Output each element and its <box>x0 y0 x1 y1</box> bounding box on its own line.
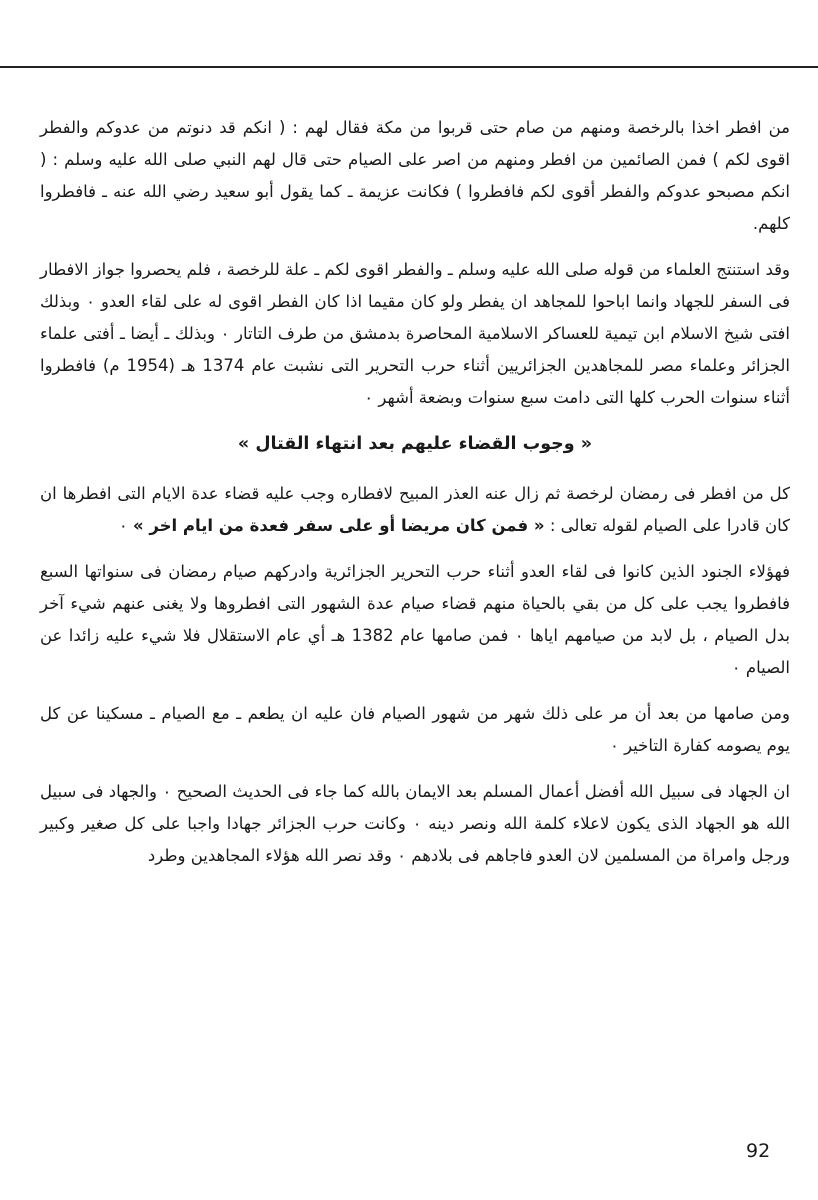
paragraph-6: ان الجهاد فى سبيل الله أفضل أعمال المسلم بعد الايمان بالله كما جاء فى الحديث الصحيح ٠ والجهاد فى سبيل الله هو الجهاد الذى يكون لاعلاء كلمة الله ونصر دينه ٠ وكانت حرب الجزائر جهادا واجبا على كل صغير وكبير ورجل وامراة من المسلمين لان العدو فاجاهم فى بلادهم ٠ وقد نصر الله هؤلاء المجاهدين وطرد <box>40 782 790 865</box>
paragraph-quran <box>40 478 790 542</box>
paragraph-2: وقد استنتج العلماء من قوله صلى الله عليه وسلم ـ والفطر اقوى لكم ـ علة للرخصة ، فلم يحصروا جواز الافطار فى السفر للجهاد وانما اباحوا للمجاهد ان يفطر ولو كان مقيما اذا كان الفطر اقوى له على لقاء العدو ٠ وبذلك افتى شيخ الاسلام ابن تيمية للعساكر الاسلامية المحاصرة بدمشق من طرف التاتار ٠ وبذلك ـ أيضا ـ أفتى علماء الجزائر وعلماء مصر للمجاهدين الجزائريين أثناء حرب التحرير التى نشبت عام 1374 هـ (1954 م) فافطروا أثناء سنوات الحرب كلها التى دامت سبع سنوات وبضعة أشهر ٠ <box>40 260 790 407</box>
page-number: 92 <box>746 1140 771 1162</box>
paragraph-quran-text: كل من افطر فى رمضان لرخصة ثم زال عنه العذر المبيح لافطاره وجب عليه قضاء عدة الايام التى افطرها ان كان قادرا على الصيام لقوله تعالى : <box>40 484 790 535</box>
paragraph-4: فهؤلاء الجنود الذين كانوا فى لقاء العدو أثناء حرب التحرير الجزائرية وادركهم صيام رمضان فى سنواتها السبع فافطروا يجب على كل من بقي بالحياة منهم قضاء صيام عدة الشهور التى افطروها ولا يغنى عنهم شيء آخر بدل الصيام ، بل لابد من صيامهم اياها ٠ فمن صامها عام 1382 هـ أي عام الاستقلال فلا شيء عليه زائدا عن الصيام ٠ <box>40 562 790 677</box>
paragraph-1: من افطر اخذا بالرخصة ومنهم من صام حتى قربوا من مكة فقال لهم : ( انكم قد دنوتم من عدوكم والفطر اقوى لكم ) فمن الصائمين من افطر ومنهم من اصر على الصيام حتى قال لهم النبي صلى الله عليه وسلم : ( انكم مصبحو عدوكم والفطر أقوى لكم فافطروا ) فكانت عزيمة ـ كما يقول أبو سعيد رضي الله عنه ـ فافطروا كلهم. <box>40 118 790 233</box>
paragraph-quran-end: ٠ <box>118 516 133 535</box>
paragraph-5: ومن صامها من بعد أن مر على ذلك شهر من شهور الصيام فان عليه ان يطعم ـ مع الصيام ـ مسكينا عن كل يوم يصومه كفارة التاخير ٠ <box>40 704 790 755</box>
page-body <box>40 112 790 886</box>
header-rule <box>0 66 818 68</box>
quran-quote: « فمن كان مريضا أو على سفر فعدة من ايام اخر » <box>132 516 545 535</box>
section-heading: « وجوب القضاء عليهم بعد انتهاء القتال » <box>237 434 593 454</box>
